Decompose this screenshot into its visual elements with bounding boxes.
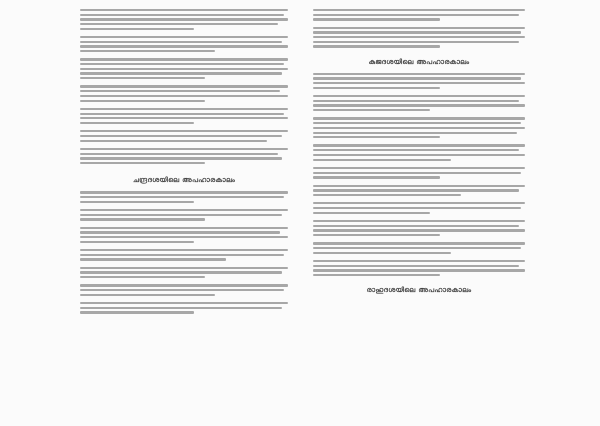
text-line (313, 247, 521, 249)
text-line (313, 95, 525, 97)
text-line (313, 41, 519, 43)
paragraph (80, 85, 288, 101)
text-line (80, 100, 205, 102)
text-line (313, 27, 525, 29)
paragraph (313, 167, 525, 179)
text-line (313, 265, 519, 267)
text-line (80, 271, 282, 273)
text-line (313, 45, 440, 47)
text-line (80, 276, 205, 278)
paragraph (313, 220, 525, 236)
paragraph (313, 242, 525, 254)
text-line (80, 196, 284, 198)
text-line (313, 185, 525, 187)
text-line (313, 220, 525, 222)
paragraph (80, 284, 288, 296)
section-heading: രാഹുദശയിലെ അപഹാരകാലം (366, 286, 472, 295)
text-line (80, 90, 280, 92)
text-line (80, 108, 288, 110)
text-line (80, 85, 288, 87)
text-line (80, 45, 288, 47)
text-line (313, 252, 451, 254)
text-line (80, 231, 280, 233)
text-line (313, 207, 521, 209)
text-line (313, 18, 440, 20)
text-line (313, 202, 525, 204)
text-line (313, 189, 519, 191)
section-heading: കുജദശയിലെ അപഹാരകാലം (368, 57, 470, 66)
text-line (80, 209, 288, 211)
text-line (313, 242, 525, 244)
text-line (313, 274, 440, 276)
text-line (80, 18, 288, 20)
text-line (313, 234, 440, 236)
text-line (80, 63, 284, 65)
text-line (80, 72, 282, 74)
text-line (80, 36, 288, 38)
text-line (313, 127, 525, 129)
text-line (80, 289, 284, 291)
text-line (80, 9, 288, 11)
paragraph (80, 108, 288, 124)
text-line (80, 58, 288, 60)
right-column (313, 9, 525, 301)
text-line (80, 284, 288, 286)
text-line (313, 109, 430, 111)
text-line (80, 162, 205, 164)
text-line (313, 149, 519, 151)
paragraph (80, 9, 288, 30)
paragraph (80, 249, 288, 261)
paragraph (80, 209, 288, 221)
text-line (313, 176, 440, 178)
text-line (313, 167, 525, 169)
text-line (80, 95, 288, 97)
text-line (80, 201, 194, 203)
paragraph (313, 95, 525, 111)
text-line (313, 269, 525, 271)
text-line (313, 159, 451, 161)
text-line (80, 302, 288, 304)
text-line (80, 50, 215, 52)
text-line (313, 31, 521, 33)
text-line (313, 117, 525, 119)
text-line (80, 153, 278, 155)
text-line (80, 157, 282, 159)
text-line (313, 36, 525, 38)
text-line (313, 82, 525, 84)
text-line (80, 236, 288, 238)
paragraph (80, 267, 288, 279)
text-line (80, 214, 282, 216)
text-line (313, 9, 525, 11)
text-line (313, 144, 525, 146)
paragraph (313, 260, 525, 276)
text-line (80, 140, 267, 142)
text-line (313, 154, 525, 156)
text-line (80, 254, 284, 256)
text-line (313, 73, 525, 75)
text-line (80, 227, 288, 229)
text-line (80, 135, 282, 137)
text-line (80, 14, 284, 16)
text-line (80, 113, 284, 115)
text-line (313, 132, 517, 134)
text-line (80, 28, 194, 30)
text-line (80, 311, 194, 313)
text-line (313, 122, 521, 124)
text-line (80, 41, 282, 43)
text-line (80, 249, 288, 251)
text-line (80, 23, 278, 25)
section-heading: ചന്ദ്രദശയിലെ അപഹാരകാലം (132, 176, 236, 185)
text-line (313, 229, 525, 231)
text-line (80, 218, 205, 220)
text-line (80, 148, 288, 150)
paragraph (313, 117, 525, 138)
text-line (313, 260, 525, 262)
paragraph (313, 9, 525, 21)
text-line (313, 225, 519, 227)
paragraph (80, 227, 288, 243)
text-line (80, 130, 288, 132)
left-column (80, 9, 288, 320)
paragraph (313, 73, 525, 89)
text-line (313, 14, 519, 16)
text-line (80, 258, 226, 260)
text-line (80, 122, 194, 124)
paragraph (80, 302, 288, 314)
text-line (80, 68, 288, 70)
paragraph (313, 202, 525, 214)
text-line (313, 77, 521, 79)
text-line (80, 241, 194, 243)
text-line (313, 87, 440, 89)
text-line (80, 191, 288, 193)
paragraph (80, 58, 288, 79)
paragraph (80, 191, 288, 203)
text-line (313, 172, 521, 174)
paragraph (313, 144, 525, 160)
text-line (80, 294, 215, 296)
text-line (313, 100, 519, 102)
text-line (313, 194, 461, 196)
paragraph (313, 27, 525, 48)
paragraph (80, 148, 288, 164)
text-line (80, 267, 288, 269)
text-line (80, 77, 205, 79)
text-line (80, 117, 288, 119)
text-line (80, 307, 282, 309)
text-line (313, 104, 525, 106)
paragraph (80, 36, 288, 52)
paragraph (313, 185, 525, 197)
paragraph (80, 130, 288, 142)
text-line (313, 136, 440, 138)
text-line (313, 212, 430, 214)
